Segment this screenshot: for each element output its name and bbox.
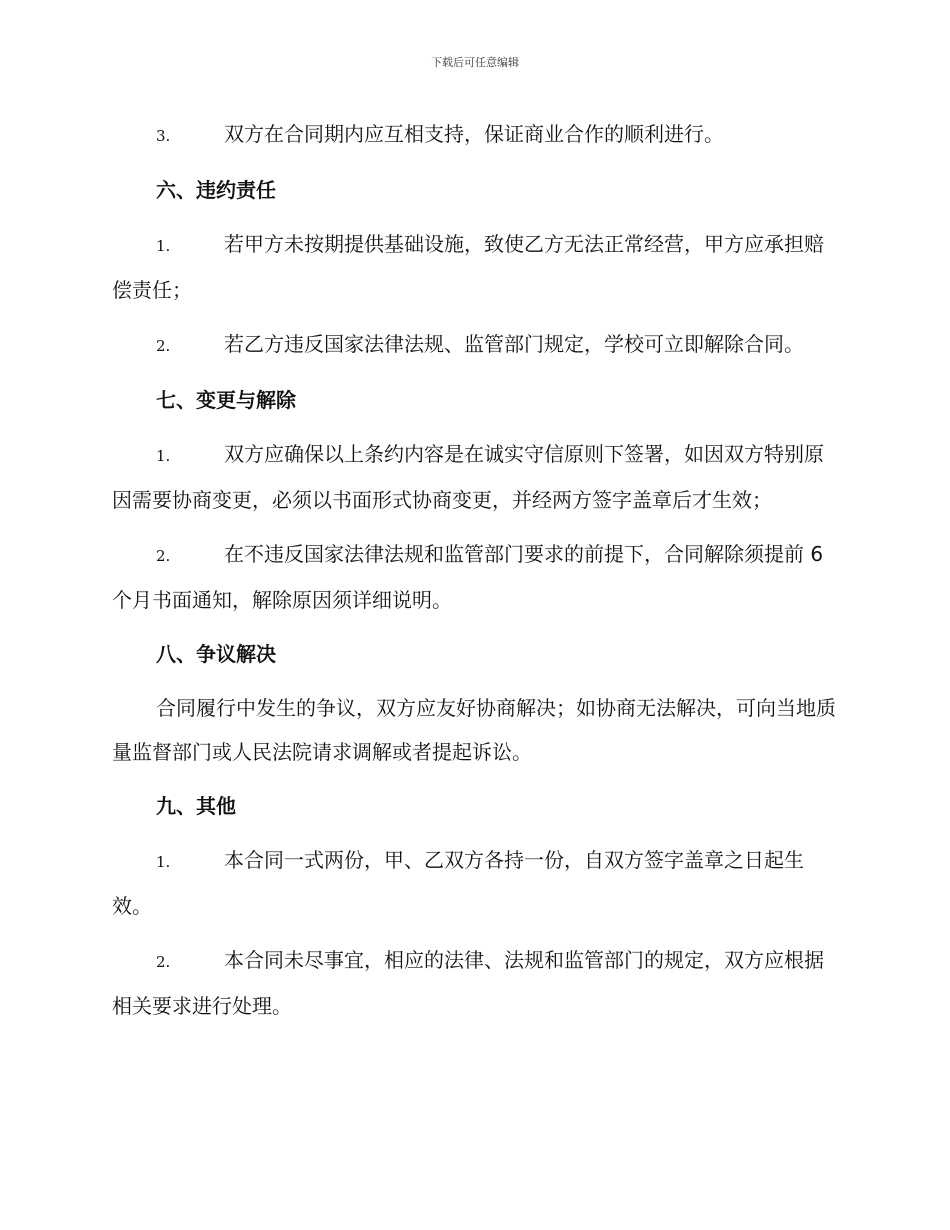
clause-number: 1. [156,853,171,871]
clause-text: 双方在合同期内应互相支持，保证商业合作的顺利进行。 [224,122,724,146]
clause-text: 本合同未尽事宜，相应的法律、法规和监管部门的规定，双方应根据相关要求进行处理。 [112,948,824,1018]
page-header: 下载后可任意编辑 [431,56,519,69]
clause-item [112,838,838,928]
section-heading: 六、违约责任 [156,178,276,202]
clause-number: 1. [156,237,171,255]
clause-text: 若甲方未按期提供基础设施，致使乙方无法正常经营，甲方应承担赔偿责任； [112,232,824,302]
clause-item [112,322,838,368]
clause-item [112,432,838,522]
clause-text: 在不违反国家法律法规和监管部门要求的前提下，合同解除须提前 6 个月书面通知，解除原因须详细说明。 [112,542,824,612]
clause-text: 双方应确保以上条约内容是在诚实守信原则下签署，如因双方特别原因需要协商变更，必须以书面形式协商变更，并经两方签字盖章后才生效； [112,442,824,512]
section-heading: 八、争议解决 [156,642,276,666]
document-body [112,112,838,1038]
clause-number: 2. [156,337,171,355]
clause-item [112,532,838,622]
section-heading: 七、变更与解除 [156,388,296,412]
clause-item [112,938,838,1028]
clause-text: 本合同一式两份，甲、乙双方各持一份，自双方签字盖章之日起生效。 [112,848,804,918]
clause-number: 2. [156,547,171,565]
clause-number: 2. [156,953,171,971]
clause-number: 3. [156,127,171,145]
clause-text: 若乙方违反国家法律法规、监管部门规定，学校可立即解除合同。 [224,332,804,356]
clause-number: 1. [156,447,171,465]
clause-item [112,222,838,312]
paragraph: 合同履行中发生的争议，双方应友好协商解决；如协商无法解决，可向当地质量监督部门或人民法院请求调解或者提起诉讼。 [112,696,836,764]
clause-item [112,112,838,158]
section-heading: 九、其他 [156,794,236,818]
